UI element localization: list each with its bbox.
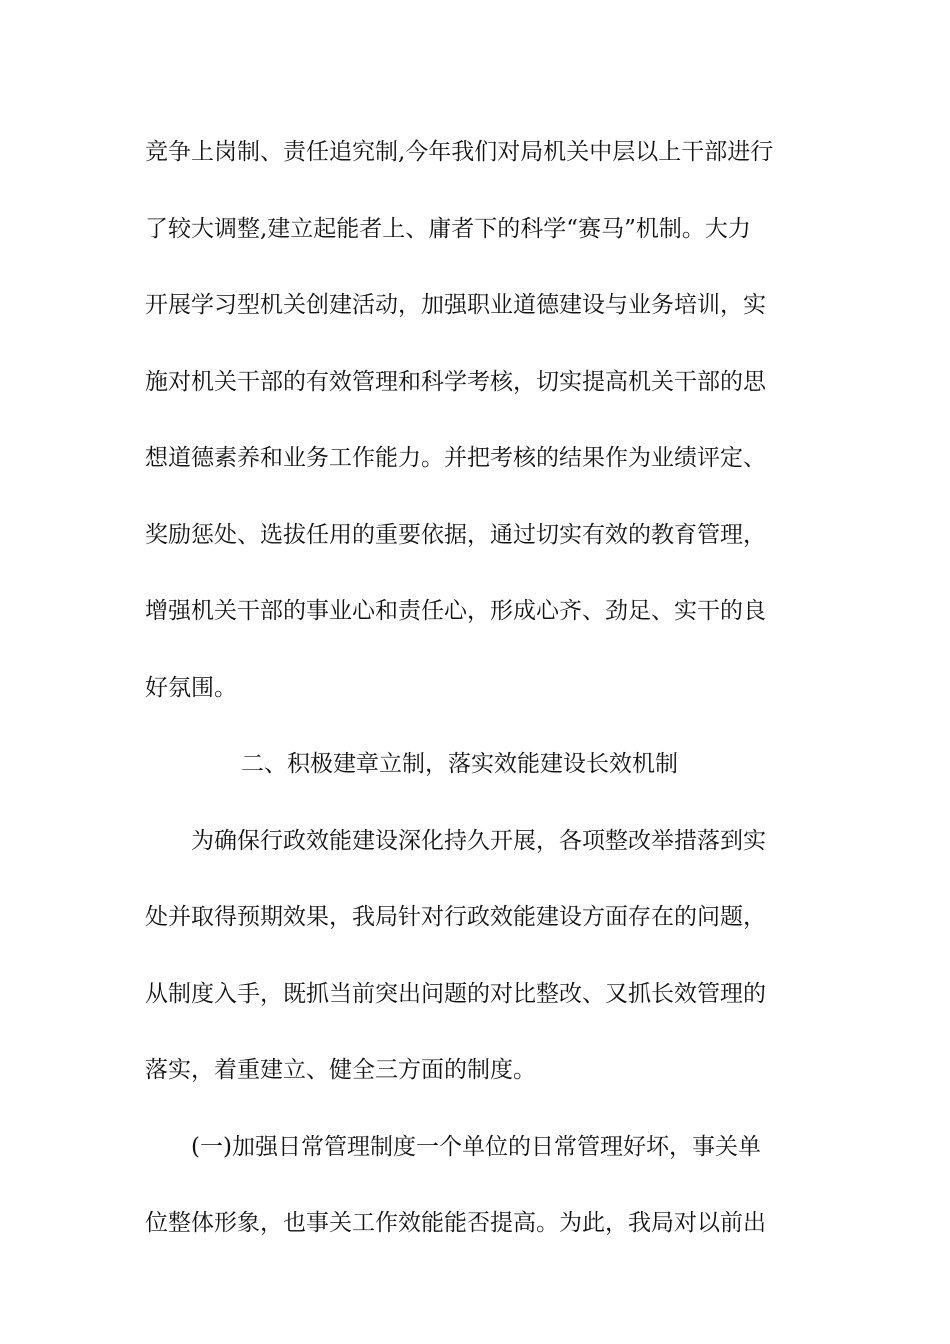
text-line: 为确保行政效能建设深化持久开展，各项整改举措落到实 xyxy=(191,827,766,854)
text-line: 落实，着重建立、健全三方面的制度。 xyxy=(145,1057,536,1083)
text-line: 奖励惩处、选拔任用的重要依据，通过切实有效的教育管理， xyxy=(145,521,766,548)
text-line: 处并取得预期效果，我局针对行政效能建设方面存在的问题， xyxy=(145,904,766,930)
text-line: 想道德素养和业务工作能力。并把考核的结果作为业绩评定、 xyxy=(145,445,766,471)
text-line: (一)加强日常管理制度一个单位的日常管理好坏，事关单 xyxy=(191,1133,761,1160)
section-heading: 二、积极建章立制，落实效能建设长效机制 xyxy=(241,751,678,777)
text-line: 从制度入手，既抓当前突出问题的对比整改、又抓长效管理的 xyxy=(145,980,766,1007)
paragraph-daily-management xyxy=(145,1109,810,1262)
paragraph-rules xyxy=(145,803,810,1109)
text-line: 开展学习型机关创建活动，加强职业道德建设与业务培训，实 xyxy=(145,292,766,318)
body-text xyxy=(145,114,810,1262)
text-line: 竞争上岗制、责任追究制,今年我们对局机关中层以上干部进行 xyxy=(145,139,774,165)
text-line: 施对机关干部的有效管理和科学考核，切实提高机关干部的思 xyxy=(145,368,766,395)
paragraph-personnel xyxy=(145,114,810,726)
text-line: 好氛围。 xyxy=(145,674,237,701)
text-line: 了较大调整,建立起能者上、庸者下的科学“赛马”机制。大力 xyxy=(145,215,751,242)
text-line: 增强机关干部的事业心和责任心，形成心齐、劲足、实干的良 xyxy=(145,598,766,624)
text-line: 位整体形象，也事关工作效能能否提高。为此，我局对以前出 xyxy=(145,1210,766,1236)
